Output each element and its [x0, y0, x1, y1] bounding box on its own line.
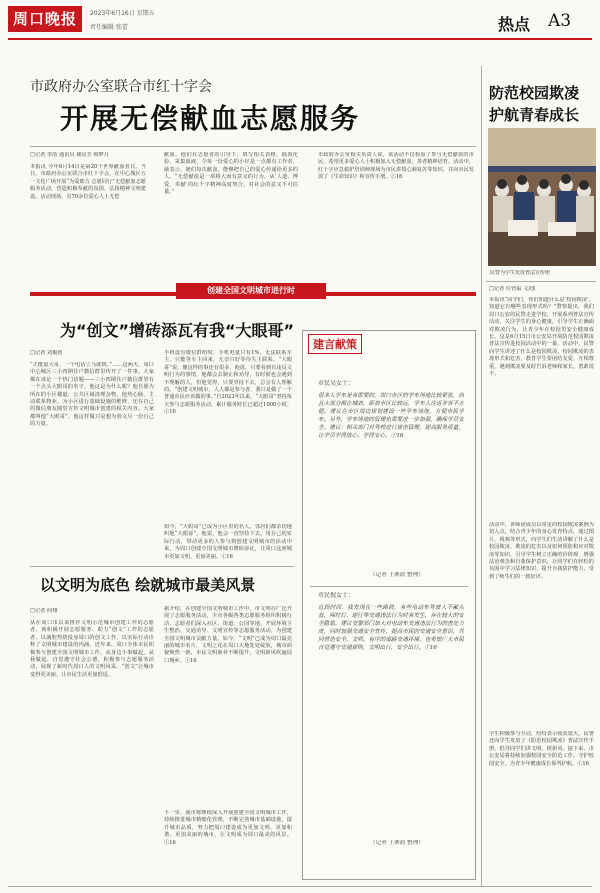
jianyan-divider [310, 586, 468, 587]
lead-col3: 市政府办公室相关负责人说，该活动不仅检验了参与无偿献血的市民，希望更多爱心人士积极加入无偿献血，善者精神培育。活动中，红十字应急救护培训师现场为市民讲授心肺复苏等知识，并向市民发放了《生命知识》和宣传手册。ⓕ16 [318, 152, 474, 181]
lead-col1: 本报讯 今年6月14日是第20个世界献血者日。当日，市政府办公室联合市红十字会，在中心城区五一文化广场开展“为爱助力 志愿同行”无偿献血志愿服务活动，营造积极奉献的氛围，弘扬精神文明建设。活动现场，有70余位爱心人士无偿 [30, 164, 146, 200]
jianyan-title: 建言献策 [308, 334, 362, 354]
lead-byline: □记者 李劼 通讯员 谢良芳 韩梦月 [30, 152, 109, 158]
letter1-sign: （记者 王寨晨 整理） [370, 572, 424, 578]
photo-caption: 民警为学生发放普法宣传册 [490, 270, 551, 276]
right-story-byline: □记者 任营福 文/图 [489, 286, 536, 292]
header-rule [8, 38, 592, 40]
lead-divider [30, 146, 476, 147]
page-bottom-rule [8, 886, 592, 887]
story2-headline: 以文明为底色 绘就城市最美风景 [40, 576, 256, 594]
story2-byline: □记者 何翔 [30, 608, 58, 614]
section-banner: 创建全国文明城市进行时 [176, 283, 326, 299]
right-story-text2: 活动中，讲师团成员以常见的校园欺凌案例为切入点，结合青少年的身心发育特点，通过图片、视频等形式，向学生们生动讲解了什么是校园欺凌、欺凌的危害以及如何预防和应对欺凌等知识，引导学生树立正确的价值观，增强法治观念和自我保护意识，让同学们在轻松的氛围中学习法律知识，提升自我防护能力，受到了师生们的一致好评。 [489, 522, 594, 580]
right-column-divider [481, 66, 482, 886]
story1-col1: “正能量大哥，一个电话立马就到。”……这两天，周口中心城区三小四期住户微信群里传开了一件事。大家都在谈论一个热门话题——三小四期住户微信群里有一个点头大眼哥的名字，他这是为什么呢？他自愿为所在的小区楼道、公共区域清理杂物，他热心肠，主动联系物业，为小区进行基础设施的维修，还在自己的微信朋友圈里宣传文明城市创建的相关内容。大家都叫他“大眼哥”，他这样做只是想为创文尽一份自己的力量。 [30, 362, 154, 428]
story1-col3: 如今，“大眼哥”已成为小区里的名人，邻居们都亲切地叫他“大眼哥”。他说，他会一直坚持下去，用自己的实际行动，带动更多的人参与到创建文明城市的活动中来，为周口创建全国文明城市增砖添瓦，让周口这座城市更加文明、更加美丽。ⓕ16 [164, 524, 292, 560]
right-story-text3: 学生积极参与互动，纷纷表示收获很大。民警还向学生发放了《防范校园欺凌》普法宣传手册，倡导同学们讲文明、树新风。接下来，市公安局将持续加强校园安全防范工作，守护校园安全，为青少年健康成长保驾护航。ⓕ16 [489, 731, 594, 767]
right-divider [486, 281, 596, 282]
story2-col3: 下一步，我市将继续深入开展创建全国文明城市工作，持续推进城市精细化管理，不断完善城市基础设施，提升城市品质，努力把周口建设成为更加文明、更加和谐、更加美丽的城市，让文明成为周口最美的风景。ⓕ16 [164, 810, 292, 846]
letter2-from: 市民倪女士： [318, 592, 355, 599]
lead-col2: 献血。他们在志愿者的引导下，填写相关表格、抽血化验、采集血液，令每一份爱心的小径是一点都有工作者，她表示，她们每次献血，能够把自己的爱心传递给更多的人。“无偿献血是一项将大而有意义的行为，从‘人道、博爱、奉献’的红十字精神高度契合，对社会的意义不可估量。” [164, 152, 298, 196]
right-story-text1: 本报讯“同学们，你们知道什么是‘校园欺凌’，知道它有哪些表现形式吗？”警察提出，我们周口公安的民警走进学校，开展系列普法宣传活动，关注学生的身心健康，引导学生正确面对欺凌行为，让青少年在校园里安全健康成长。这是6月15日市公安局开展防范校园欺凌普法宣传进校园活动中的一幕，活动中，民警向学生讲述了什么是校园欺凌、校园欺凌的表现形式和危害，教育学生要团结友爱、互相尊重，遇到欺凌要及时告诉老师和家长，勇敢说不。 [489, 297, 594, 378]
newspaper-logo: 周口晚报 [8, 6, 82, 32]
lead-headline: 开展无偿献血志愿服务 [60, 102, 361, 135]
right-headline-line2: 护航青春成长 [489, 106, 580, 124]
story2-col1: 从在周口市以来推荐文明示范城市创建工作的志愿者，到积极开展志愿服务、助力“创文”工作的志愿者，以满腔热情投身周口的创文工作，以实际行动诠释了文明城市建设的内涵。近年来，周口全体市民积极参与创建全国文明城市工作，从身边小事做起，从我做起，自觉遵守社会公德，积极参与志愿服务活动，展现了新时代周口人的文明风采。“创文”让城市变得更美丽，让市民生活更加舒适。 [30, 620, 154, 678]
story1-col2: 手机设有微信群组时，手机电量只有1%，无法联系车主，只能等车主回来，无奈只好等待失主联系。“大眼哥”说，像这样的事还有很多，他说，只要看到有违反文明行为的事情，他都会去制止和劝导，有时候也会遇到不理解的人，但他觉得，只要坚持下去，总会有人理解的。“创建文明城市，人人都是参与者，我只是做了一个普通市民应该做的事。”自2023年以来，“大眼哥”坚持每天参与志愿服务活动，累计服务时长已超过1000小时。ⓕ16 [164, 350, 292, 416]
story2-col2: 据介绍，在创建全国文明城市工作中，市文明办广泛开展了志愿服务活动，全市各级各类志愿服务组织积极行动，志愿者们深入社区、街道、公园等地，开展环境卫生整治、交通劝导、文明宣传等志愿服务活动，为创建全国文明城市贡献力量。如今，“文明”已成为周口最亮丽的城市名片，文明之花在周口大地处处绽放，城市面貌焕然一新，市民文明素养不断提升，文明新风吹遍周口城乡。ⓕ16 [164, 606, 292, 664]
story2-divider [30, 566, 294, 567]
right-headline-line1: 防范校园欺凌 [489, 84, 580, 102]
school-photo [488, 128, 596, 266]
issue-date: 2023年6月16日 星期五 [90, 10, 155, 17]
letter1-from: 市民吴女士： [318, 380, 355, 387]
story1-byline: □记者 刘俊涛 [30, 350, 63, 356]
section-title: 热点 [498, 15, 531, 34]
letter2-text: 近段时间，我发现在一些路段，有些电动车驾驶人不戴头盔、闯红灯、逆行等交通违法行为时有发生，存在较大的安全隐患。建议交警部门加大对电动车交通违法行为的查处力度，同时加强交通安全宣传，提高市民的交通安全意识，共同营造安全、文明、有序的道路交通环境。也希望广大市民自觉遵守交通规则，文明出行，安全出行。ⓕ16 [318, 605, 464, 651]
lead-kicker: 市政府办公室联合市红十字会 [30, 79, 212, 95]
page-number: A3 [548, 11, 572, 31]
letter2-sign: （记者 王寨晨 整理） [370, 840, 424, 846]
letter1-text: 很多人学车是有需要的，周口市区的学车场地比较紧张，而且大部分都在城郊，距离市区比较远，学车人往返非常不方便。建议在市区周边规划建设一些学车场地，方便市民学车。另外，学车场地的管理也需要进一步加强，确保学员安全。建议：相关部门对驾校进行规范管理，提高服务质量，让学员学得放心、学得安心。ⓕ16 [318, 393, 464, 439]
story1-headline: 为“创文”增砖添瓦有我“大眼哥” [60, 321, 295, 340]
editor-credit: 责任编辑 张蕾 [90, 24, 128, 31]
